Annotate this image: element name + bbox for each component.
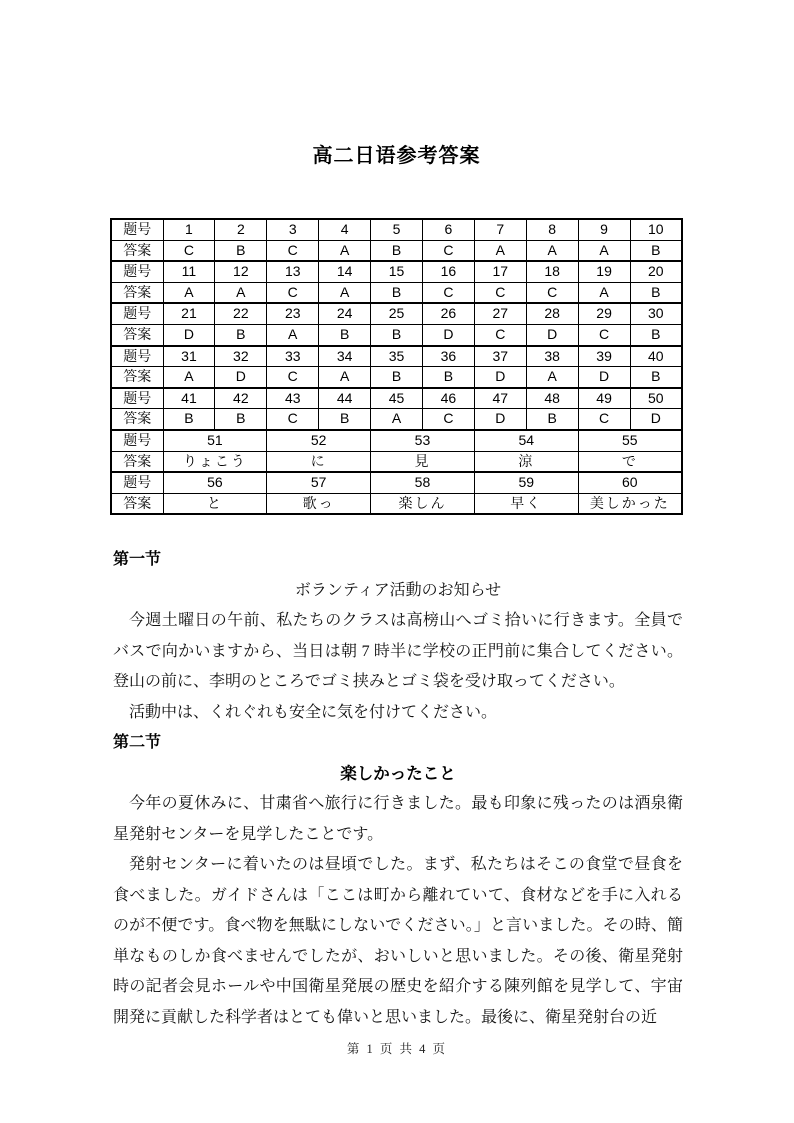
section-2-subtitle: 楽しかったこと bbox=[340, 764, 456, 783]
answer-cell: C bbox=[526, 282, 578, 303]
question-number-cell: 45 bbox=[371, 388, 423, 409]
section-2 bbox=[113, 728, 683, 1033]
question-number-cell: 47 bbox=[474, 388, 526, 409]
question-number-cell: 36 bbox=[422, 346, 474, 367]
question-number-cell: 34 bbox=[319, 346, 371, 367]
answer-cell: で bbox=[578, 451, 682, 472]
paragraph: 活動中は、くれぐれも安全に気を付けてください。 bbox=[129, 703, 498, 721]
answer-cell: A bbox=[319, 282, 371, 303]
answer-table-row bbox=[111, 409, 682, 430]
answer-cell: B bbox=[630, 367, 682, 388]
answer-table-row bbox=[111, 240, 682, 261]
question-number-cell: 49 bbox=[578, 388, 630, 409]
question-number-cell: 50 bbox=[630, 388, 682, 409]
answer-table-body bbox=[111, 219, 682, 514]
answer-table-row bbox=[111, 282, 682, 303]
question-number-cell: 41 bbox=[163, 388, 215, 409]
answer-table-row bbox=[111, 303, 682, 324]
row-label-cell: 答案 bbox=[111, 324, 163, 345]
row-label-cell: 题号 bbox=[111, 219, 163, 240]
answer-cell: D bbox=[422, 324, 474, 345]
question-number-cell: 13 bbox=[267, 261, 319, 282]
answer-cell: C bbox=[267, 282, 319, 303]
answer-cell: A bbox=[319, 367, 371, 388]
row-label-cell: 答案 bbox=[111, 240, 163, 261]
answer-cell: C bbox=[422, 409, 474, 430]
answer-cell: B bbox=[215, 409, 267, 430]
row-label-cell: 答案 bbox=[111, 493, 163, 514]
question-number-cell: 27 bbox=[474, 303, 526, 324]
row-label-cell: 答案 bbox=[111, 409, 163, 430]
question-number-cell: 46 bbox=[422, 388, 474, 409]
row-label-cell: 题号 bbox=[111, 346, 163, 367]
answer-table-row bbox=[111, 451, 682, 472]
answer-cell: C bbox=[267, 240, 319, 261]
section-1-subtitle: ボランティア活動のお知らせ bbox=[294, 581, 502, 599]
question-number-cell: 39 bbox=[578, 346, 630, 367]
answer-cell: B bbox=[422, 367, 474, 388]
answer-cell: D bbox=[630, 409, 682, 430]
answer-cell: D bbox=[578, 367, 630, 388]
answer-cell: B bbox=[319, 409, 371, 430]
answer-cell: C bbox=[474, 282, 526, 303]
question-number-cell: 30 bbox=[630, 303, 682, 324]
answer-cell: D bbox=[474, 367, 526, 388]
answer-table-row bbox=[111, 261, 682, 282]
question-number-cell: 31 bbox=[163, 346, 215, 367]
answer-cell: りょこう bbox=[163, 451, 267, 472]
answer-cell: B bbox=[630, 240, 682, 261]
answer-cell: 見 bbox=[371, 451, 475, 472]
question-number-cell: 23 bbox=[267, 303, 319, 324]
paragraph: 発射センターに着いたのは昼頃でした。まず、私たちはそこの食堂で昼食を食べました。ガイドさんは「ここは町から離れていて、食材などを手に入れるのが不便です。食べ物を無駄にしないでください。」と言いました。その時、簡単なものしか食べませんでしたが、おいしいと思いました。その後、衛星発射時の記者会見ホールや中国衛星発展の歴史を紹介する陳列館を見学して、宇宙開発に貢献した科学者はとても偉いと思いました。最後に、衛星発射台の近 bbox=[113, 856, 683, 1026]
question-number-cell: 60 bbox=[578, 472, 682, 493]
answer-cell: A bbox=[319, 240, 371, 261]
row-label-cell: 题号 bbox=[111, 261, 163, 282]
answer-table-row bbox=[111, 430, 682, 451]
answer-cell: に bbox=[267, 451, 371, 472]
answer-cell: A bbox=[163, 282, 215, 303]
answer-table-row bbox=[111, 388, 682, 409]
answer-cell: B bbox=[163, 409, 215, 430]
question-number-cell: 6 bbox=[422, 219, 474, 240]
answer-cell: C bbox=[163, 240, 215, 261]
row-label-cell: 题号 bbox=[111, 472, 163, 493]
answer-cell: C bbox=[422, 240, 474, 261]
answer-cell: A bbox=[526, 367, 578, 388]
row-label-cell: 答案 bbox=[111, 451, 163, 472]
answer-cell: B bbox=[371, 324, 423, 345]
question-number-cell: 7 bbox=[474, 219, 526, 240]
question-number-cell: 56 bbox=[163, 472, 267, 493]
answer-cell: B bbox=[371, 282, 423, 303]
question-number-cell: 53 bbox=[371, 430, 475, 451]
answer-cell: 早く bbox=[474, 493, 578, 514]
answer-cell: A bbox=[526, 240, 578, 261]
question-number-cell: 54 bbox=[474, 430, 578, 451]
answer-cell: B bbox=[630, 324, 682, 345]
section-1-heading: 第一节 bbox=[113, 551, 162, 568]
question-number-cell: 35 bbox=[371, 346, 423, 367]
question-number-cell: 43 bbox=[267, 388, 319, 409]
section-2-heading: 第二节 bbox=[113, 734, 162, 751]
question-number-cell: 25 bbox=[371, 303, 423, 324]
page-title: 高二日语参考答案 bbox=[312, 145, 481, 167]
answer-cell: C bbox=[578, 409, 630, 430]
question-number-cell: 16 bbox=[422, 261, 474, 282]
answer-cell: C bbox=[267, 367, 319, 388]
question-number-cell: 26 bbox=[422, 303, 474, 324]
answer-cell: B bbox=[526, 409, 578, 430]
answer-cell: B bbox=[630, 282, 682, 303]
answer-cell: B bbox=[371, 367, 423, 388]
question-number-cell: 29 bbox=[578, 303, 630, 324]
answer-cell: 歌っ bbox=[267, 493, 371, 514]
question-number-cell: 11 bbox=[163, 261, 215, 282]
answer-cell: C bbox=[474, 324, 526, 345]
row-label-cell: 题号 bbox=[111, 430, 163, 451]
question-number-cell: 5 bbox=[371, 219, 423, 240]
answer-table-row bbox=[111, 219, 682, 240]
document-body bbox=[113, 545, 683, 1033]
answer-cell: A bbox=[267, 324, 319, 345]
question-number-cell: 52 bbox=[267, 430, 371, 451]
answer-cell: 楽しん bbox=[371, 493, 475, 514]
answer-cell: C bbox=[578, 324, 630, 345]
answer-cell: A bbox=[578, 282, 630, 303]
section-1 bbox=[113, 545, 683, 728]
question-number-cell: 38 bbox=[526, 346, 578, 367]
row-label-cell: 题号 bbox=[111, 303, 163, 324]
question-number-cell: 24 bbox=[319, 303, 371, 324]
question-number-cell: 9 bbox=[578, 219, 630, 240]
question-number-cell: 10 bbox=[630, 219, 682, 240]
row-label-cell: 题号 bbox=[111, 388, 163, 409]
answer-cell: B bbox=[371, 240, 423, 261]
answer-table-row bbox=[111, 493, 682, 514]
answer-cell: A bbox=[215, 282, 267, 303]
question-number-cell: 22 bbox=[215, 303, 267, 324]
question-number-cell: 42 bbox=[215, 388, 267, 409]
answer-cell: B bbox=[215, 240, 267, 261]
answer-table bbox=[110, 218, 683, 515]
question-number-cell: 33 bbox=[267, 346, 319, 367]
question-number-cell: 18 bbox=[526, 261, 578, 282]
question-number-cell: 51 bbox=[163, 430, 267, 451]
answer-cell: と bbox=[163, 493, 267, 514]
answer-cell: 美しかった bbox=[578, 493, 682, 514]
question-number-cell: 21 bbox=[163, 303, 215, 324]
answer-cell: A bbox=[163, 367, 215, 388]
question-number-cell: 19 bbox=[578, 261, 630, 282]
page-footer: 第 1 页 共 4 页 bbox=[346, 1042, 448, 1056]
question-number-cell: 1 bbox=[163, 219, 215, 240]
answer-cell: B bbox=[319, 324, 371, 345]
answer-cell: C bbox=[422, 282, 474, 303]
row-label-cell: 答案 bbox=[111, 367, 163, 388]
answer-cell: D bbox=[526, 324, 578, 345]
question-number-cell: 55 bbox=[578, 430, 682, 451]
question-number-cell: 40 bbox=[630, 346, 682, 367]
question-number-cell: 20 bbox=[630, 261, 682, 282]
question-number-cell: 59 bbox=[474, 472, 578, 493]
question-number-cell: 57 bbox=[267, 472, 371, 493]
question-number-cell: 3 bbox=[267, 219, 319, 240]
answer-cell: D bbox=[474, 409, 526, 430]
answer-cell: D bbox=[163, 324, 215, 345]
answer-table-row bbox=[111, 472, 682, 493]
answer-cell: D bbox=[215, 367, 267, 388]
question-number-cell: 32 bbox=[215, 346, 267, 367]
answer-cell: A bbox=[474, 240, 526, 261]
answer-table-row bbox=[111, 367, 682, 388]
question-number-cell: 8 bbox=[526, 219, 578, 240]
answer-table-row bbox=[111, 324, 682, 345]
question-number-cell: 44 bbox=[319, 388, 371, 409]
question-number-cell: 28 bbox=[526, 303, 578, 324]
question-number-cell: 58 bbox=[371, 472, 475, 493]
answer-table-row bbox=[111, 346, 682, 367]
answer-cell: B bbox=[215, 324, 267, 345]
row-label-cell: 答案 bbox=[111, 282, 163, 303]
paragraph: 今年の夏休みに、甘粛省へ旅行に行きました。最も印象に残ったのは酒泉衛星発射センターを見学したことです。 bbox=[113, 795, 683, 843]
question-number-cell: 4 bbox=[319, 219, 371, 240]
question-number-cell: 12 bbox=[215, 261, 267, 282]
question-number-cell: 14 bbox=[319, 261, 371, 282]
answer-cell: C bbox=[267, 409, 319, 430]
question-number-cell: 17 bbox=[474, 261, 526, 282]
question-number-cell: 15 bbox=[371, 261, 423, 282]
answer-cell: A bbox=[578, 240, 630, 261]
question-number-cell: 48 bbox=[526, 388, 578, 409]
question-number-cell: 2 bbox=[215, 219, 267, 240]
paragraph: 今週土曜日の午前、私たちのクラスは高榜山へゴミ拾いに行きます。全員でバスで向かいますから、当日は朝 7 時半に学校の正門前に集合してください。登山の前に、李明のところでゴミ挟みとゴミ袋を受け取ってください。 bbox=[113, 612, 683, 690]
question-number-cell: 37 bbox=[474, 346, 526, 367]
answer-cell: 涼 bbox=[474, 451, 578, 472]
answer-cell: A bbox=[371, 409, 423, 430]
